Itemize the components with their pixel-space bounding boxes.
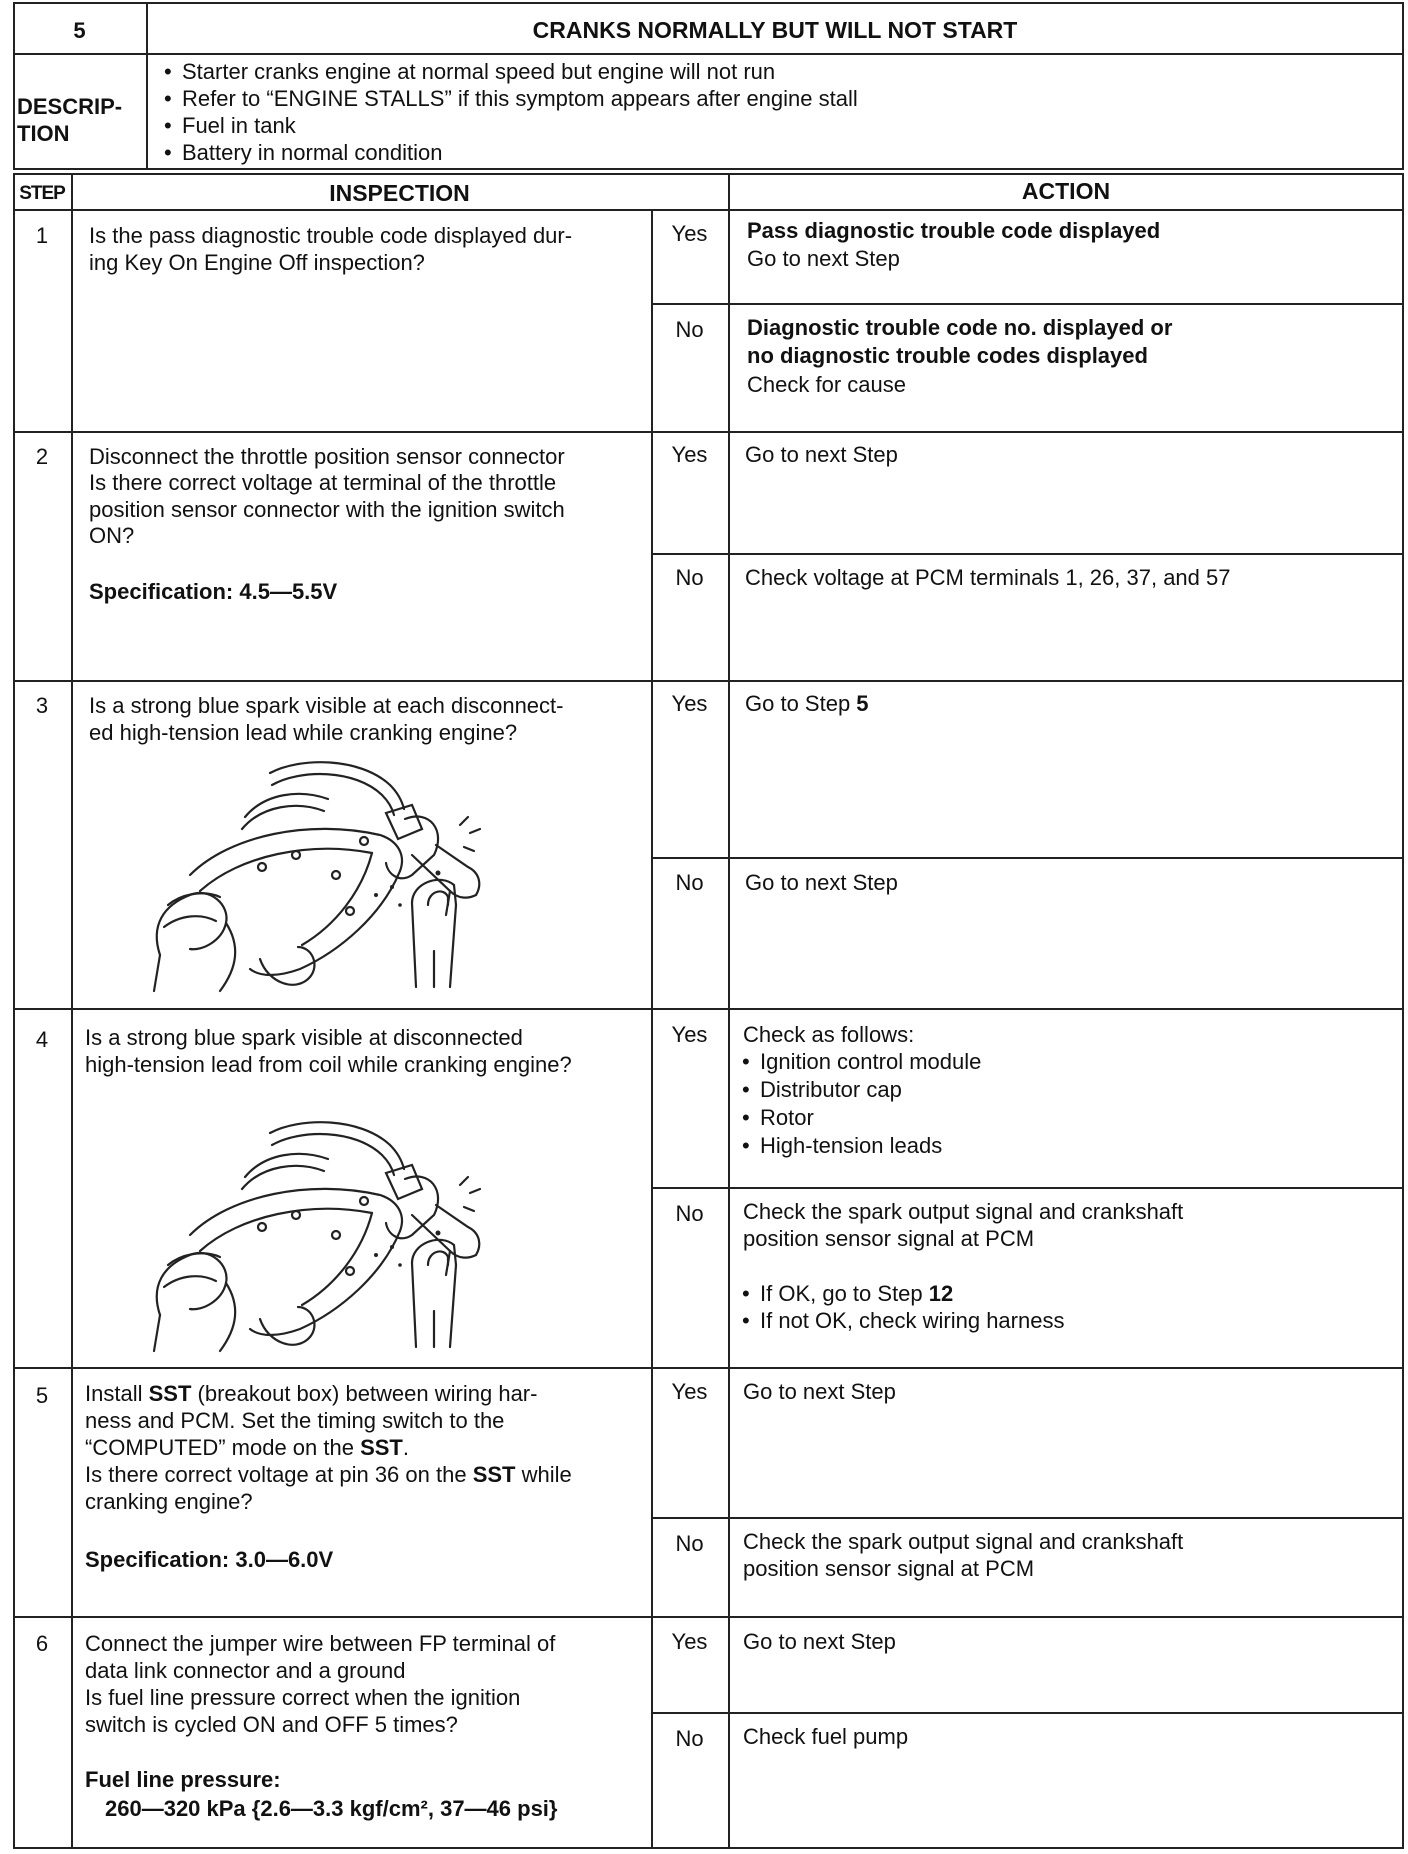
action-text-bold: no diagnostic trouble codes displayed (747, 343, 1148, 368)
step-inspection-line: position sensor connector with the ignition switch (89, 497, 565, 522)
step-separator (13, 1616, 1404, 1618)
step-number: 6 (35, 1631, 49, 1656)
step-col-divider (71, 173, 73, 1849)
action-text: Check as follows: (743, 1022, 915, 1047)
header-divider (13, 53, 1404, 55)
step-reference: 5 (856, 691, 869, 716)
symptom-title: CRANKS NORMALLY BUT WILL NOT START (532, 17, 1018, 43)
action-text: position sensor signal at PCM (743, 1226, 1035, 1251)
step-inspection-line: Is there correct voltage at terminal of the throttle (89, 470, 557, 495)
result-prefix: If OK, go to Step (760, 1281, 929, 1306)
action-col-divider (728, 173, 730, 1849)
sst-term: SST (360, 1435, 403, 1460)
yes-label: Yes (671, 1629, 708, 1654)
steps-table (13, 173, 1404, 1849)
sst-term: SST (472, 1462, 516, 1487)
action-text: Check the spark output signal and crankshaft (743, 1529, 1184, 1554)
action-text: Go to next Step (747, 246, 900, 271)
action-text: Go to next Step (743, 1629, 896, 1654)
step-inspection-line: Is fuel line pressure correct when the ignition (85, 1685, 521, 1710)
step-inspection-line: Disconnect the throttle position sensor connector (89, 444, 565, 469)
sst-term: SST (148, 1381, 192, 1406)
no-label: No (675, 565, 704, 590)
spark-test-illustration (150, 755, 530, 1005)
step-inspection-line: ing Key On Engine Off inspection? (89, 250, 425, 275)
step-inspection-line: Connect the jumper wire between FP terminal of (85, 1631, 556, 1656)
step-inspection-line: ON? (89, 523, 135, 548)
check-item: • Distributor cap (740, 1076, 981, 1104)
yes-label: Yes (671, 221, 708, 246)
no-label: No (675, 1531, 704, 1556)
step-separator (13, 431, 1404, 433)
action-text: Go to next Step (745, 442, 898, 467)
yes-no-separator (651, 1187, 1404, 1189)
step-inspection-line: Is the pass diagnostic trouble code displayed dur- (89, 223, 573, 248)
step-inspection-line: high-tension lead from coil while cranking engine? (85, 1052, 572, 1077)
description-item: • Refer to “ENGINE STALLS” if this symptom appears after engine stall (162, 85, 858, 112)
action-text: Go to next Step (745, 870, 898, 895)
description-list (162, 58, 858, 166)
action-text (745, 690, 869, 717)
description-item: • Starter cranks engine at normal speed but engine will not run (162, 58, 858, 85)
yes-no-separator (651, 857, 1404, 859)
yes-no-separator (651, 553, 1404, 555)
yes-label: Yes (671, 1022, 708, 1047)
step-separator (13, 1367, 1404, 1369)
step-inspection-line: ed high-tension lead while cranking engine? (89, 720, 518, 745)
text-part: Is there correct voltage at pin 36 on the (85, 1462, 473, 1487)
action-text: Go to next Step (743, 1379, 896, 1404)
column-action: ACTION (1021, 178, 1111, 204)
text-part: while (515, 1462, 572, 1487)
yes-no-separator (651, 1517, 1404, 1519)
step-number: 2 (35, 444, 49, 469)
text-part: Install (85, 1381, 149, 1406)
action-text: position sensor signal at PCM (743, 1556, 1035, 1581)
step-inspection-line (85, 1461, 572, 1488)
check-item: • Ignition control module (740, 1048, 981, 1076)
action-text-bold: Diagnostic trouble code no. displayed or (747, 315, 1173, 340)
yes-no-separator (651, 303, 1404, 305)
description-item: • Battery in normal condition (162, 139, 858, 166)
yes-no-separator (651, 1712, 1404, 1714)
description-label-2: TION (17, 121, 70, 146)
no-label: No (675, 870, 704, 895)
text-part: “COMPUTED” mode on the (85, 1435, 361, 1460)
step-inspection-line (85, 1434, 409, 1461)
column-header-divider (13, 209, 1404, 211)
step-inspection-line: ness and PCM. Set the timing switch to the (85, 1408, 505, 1433)
specification: Specification: 3.0—6.0V (85, 1547, 334, 1572)
check-item: • High-tension leads (740, 1132, 981, 1160)
step-inspection-line: Is a strong blue spark visible at disconnected (85, 1025, 523, 1050)
column-step: STEP (19, 183, 65, 204)
step-number: 3 (35, 693, 49, 718)
symptom-number: 5 (73, 18, 86, 43)
specification-label: Fuel line pressure: (85, 1767, 281, 1792)
step-inspection-line: Is a strong blue spark visible at each disconnect- (89, 693, 564, 718)
check-item: • Rotor (740, 1104, 981, 1132)
description-item: • Fuel in tank (162, 112, 858, 139)
action-text-prefix: Go to Step (745, 691, 857, 716)
action-text-bold: Pass diagnostic trouble code displayed (747, 218, 1161, 243)
step-inspection-line (85, 1380, 537, 1407)
step-number: 1 (35, 223, 49, 248)
yes-label: Yes (671, 691, 708, 716)
step-number: 4 (35, 1027, 49, 1052)
no-label: No (675, 317, 704, 342)
result-list (740, 1280, 1064, 1334)
no-label: No (675, 1726, 704, 1751)
action-text: Check the spark output signal and crankshaft (743, 1199, 1184, 1224)
step-inspection-line: switch is cycled ON and OFF 5 times? (85, 1712, 458, 1737)
check-list (740, 1048, 981, 1160)
step-number: 5 (35, 1383, 49, 1408)
specification-value: 260—320 kPa {2.6—3.3 kgf/cm², 37—46 psi} (105, 1796, 558, 1821)
step-inspection-line: data link connector and a ground (85, 1658, 406, 1683)
result-item (740, 1280, 1064, 1307)
action-text: Check fuel pump (743, 1724, 909, 1749)
no-label: No (675, 1201, 704, 1226)
column-inspection: INSPECTION (329, 180, 470, 206)
step-reference: 12 (928, 1281, 954, 1306)
yes-label: Yes (671, 442, 708, 467)
spark-test-illustration (150, 1115, 530, 1365)
action-text: Check for cause (747, 372, 906, 397)
action-text: Check voltage at PCM terminals 1, 26, 37, and 57 (745, 565, 1231, 590)
step-separator (13, 680, 1404, 682)
description-label-1: DESCRIP- (17, 94, 123, 119)
specification: Specification: 4.5—5.5V (89, 579, 338, 604)
text-part: (breakout box) between wiring har- (191, 1381, 538, 1406)
step-separator (13, 1008, 1404, 1010)
step-inspection-line: cranking engine? (85, 1489, 253, 1514)
text-part: . (402, 1435, 409, 1460)
yes-label: Yes (671, 1379, 708, 1404)
result-item: • If not OK, check wiring harness (740, 1307, 1064, 1334)
